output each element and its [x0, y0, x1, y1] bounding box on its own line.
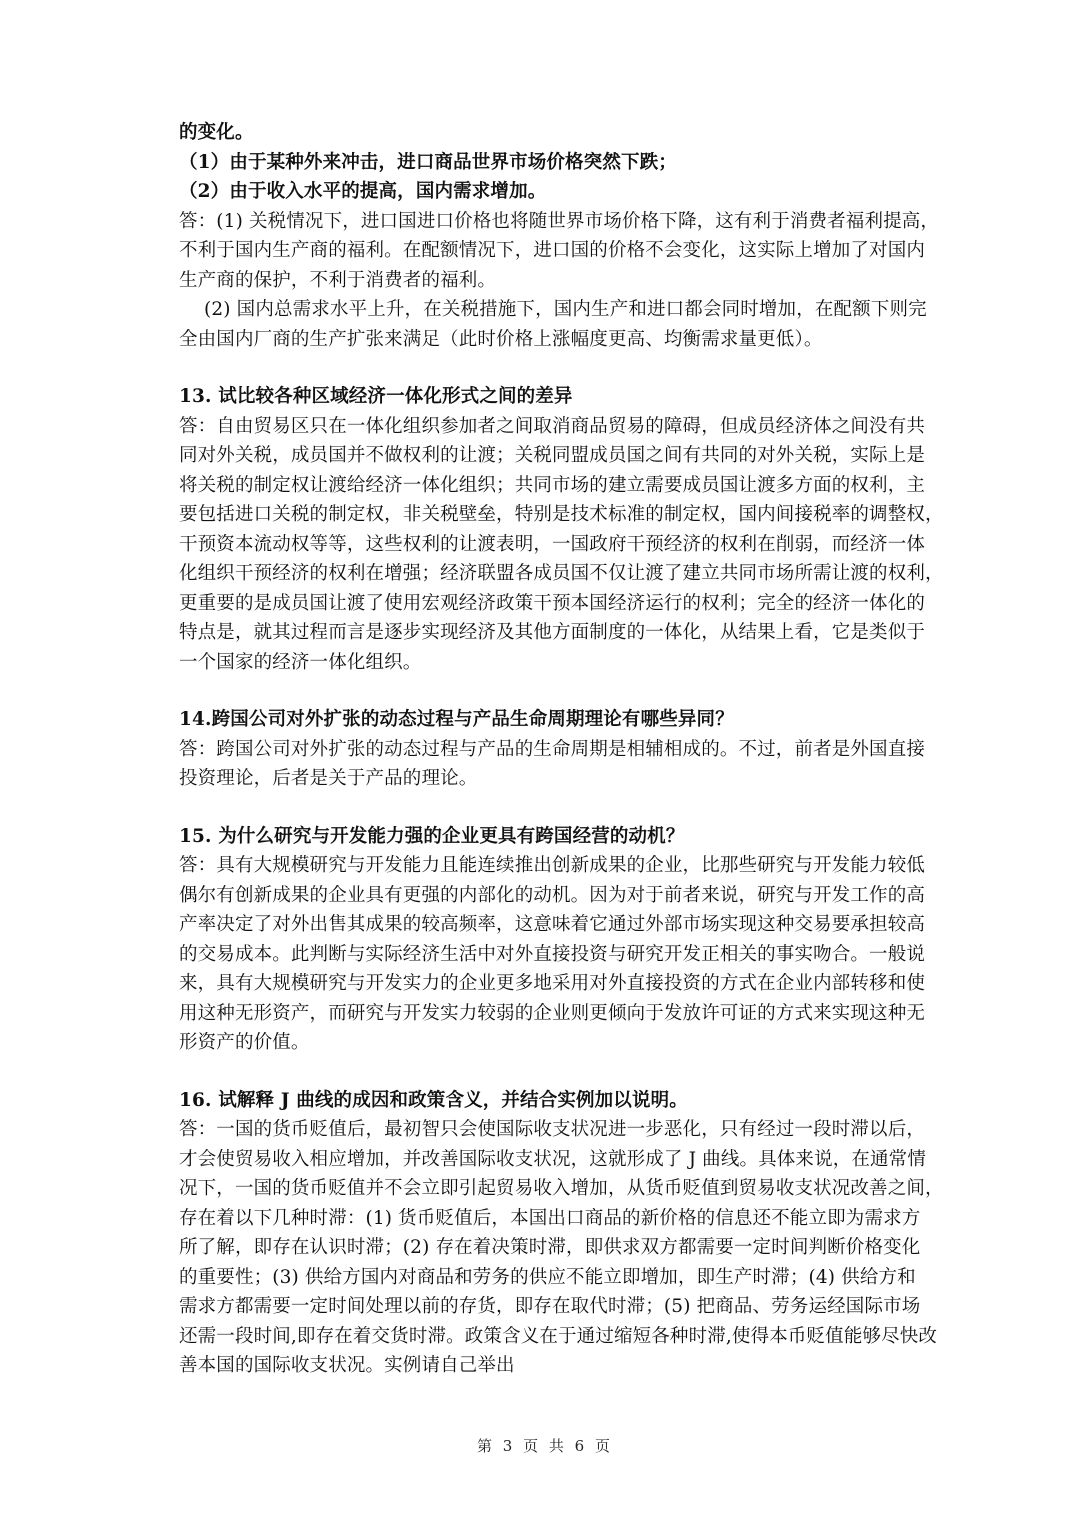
answer-line: 用这种无形资产，而研究与开发实力较弱的企业则更倾向于发放许可证的方式来实现这种无 [179, 1002, 926, 1024]
answer-line: (2) 国内总需求水平上升，在关税措施下，国内生产和进口都会同时增加，在配额下则完 [204, 299, 927, 320]
answer-line: 所了解，即存在认识时滞；(2) 存在着决策时滞，即供求双方都需要一定时间判断价格变化 [179, 1237, 921, 1258]
answer-line: 答：具有大规模研究与开发能力且能连续推出创新成果的企业，比那些研究与开发能力较低 [179, 855, 926, 876]
answer-line: 存在着以下几种时滞：(1) 货币贬值后，本国出口商品的新价格的信息还不能立即为需求方 [179, 1207, 921, 1229]
section-gap [179, 794, 979, 822]
section-gap [179, 677, 979, 705]
section-gap [179, 354, 979, 382]
answer-line: 干预资本流动权等等，这些权利的让渡表明，一国政府干预经济的权利在削弱，而经济一体 [179, 533, 926, 555]
answer-line: 需求方都需要一定时间处理以前的存货，即存在取代时滞；(5) 把商品、劳务运经国际市场 [179, 1296, 921, 1317]
answer-line: 产率决定了对外出售其成果的较高频率，这意味着它通过外部市场实现这种交易要承担较高 [179, 914, 926, 935]
question-title: 15. 为什么研究与开发能力强的企业更具有跨国经营的动机？ [179, 825, 685, 847]
answer-line: 全由国内厂商的生产扩张来满足（此时价格上涨幅度更高、均衡需求量更低）。 [179, 328, 823, 350]
answer-line: 善本国的国际收支状况。实例请自己举出 [179, 1355, 515, 1376]
answer-line: 答：一国的货币贬值后，最初智只会使国际收支状况进一步恶化，只有经过一段时滞以后， [179, 1119, 926, 1140]
answer-line: 同对外关税，成员国并不做权利的让渡；关税同盟成员国之间有共同的对外关税，实际上是 [179, 445, 926, 466]
section-gap [179, 1058, 979, 1086]
question-text-line: （2）由于收入水平的提高，国内需求增加。 [179, 181, 547, 202]
answer-line: 况下，一国的货币贬值并不会立即引起贸易收入增加，从货币贬值到贸易收支状况改善之间， [179, 1178, 944, 1199]
answer-line: 还需一段时间,即存在着交货时滞。政策含义在于通过缩短各种时滞,使得本币贬值能够尽快改 [179, 1325, 938, 1347]
answer-line: 答：(1) 关税情况下，进口国进口价格也将随世界市场价格下降，这有利于消费者福利提高， [179, 210, 940, 232]
answer-line: 生产商的保护，不利于消费者的福利。 [179, 269, 497, 291]
answer-line: 投资理论，后者是关于产品的理论。 [179, 768, 478, 789]
answer-line: 更重要的是成员国让渡了使用宏观经济政策干预本国经济运行的权利；完全的经济一体化的 [179, 592, 926, 614]
answer-line: 形资产的价值。 [179, 1032, 310, 1053]
answer-line: 特点是，就其过程而言是逐步实现经济及其他方面制度的一体化，从结果上看，它是类似于 [179, 622, 926, 643]
answer-line: 的交易成本。此判断与实际经济生活中对外直接投资与研究开发正相关的事实吻合。一般说 [179, 943, 926, 965]
question-12-continuation [179, 118, 979, 354]
answer-line: 一个国家的经济一体化组织。 [179, 651, 422, 673]
answer-line: 来，具有大规模研究与开发实力的企业更多地采用对外直接投资的方式在企业内部转移和使 [179, 973, 926, 994]
answer-line: 偶尔有创新成果的企业具有更强的内部化的动机。因为对于前者来说，研究与开发工作的高 [179, 884, 926, 906]
answer-line: 答：自由贸易区只在一体化组织参加者之间取消商品贸易的障碍，但成员经济体之间没有共 [179, 415, 926, 437]
question-text-line: 的变化。 [179, 122, 254, 143]
question-title: 14.跨国公司对外扩张的动态过程与产品生命周期理论有哪些异同？ [179, 709, 734, 730]
answer-line: 不利于国内生产商的福利。在配额情况下，进口国的价格不会变化，这实际上增加了对国内 [179, 240, 926, 261]
page-content [179, 118, 979, 1381]
question-16 [179, 1086, 979, 1381]
question-15 [179, 822, 979, 1058]
page-number: 第 3 页 共 6 页 [477, 1437, 610, 1455]
question-14 [179, 705, 979, 794]
answer-line: 要包括进口关税的制定权，非关税壁垒，特别是技术标准的制定权，国内间接税率的调整权， [179, 504, 944, 525]
question-13 [179, 382, 979, 677]
answer-line: 才会使贸易收入相应增加，并改善国际收支状况，这就形成了 J 曲线。具体来说，在通常情 [179, 1148, 926, 1170]
answer-line: 将关税的制定权让渡给经济一体化组织；共同市场的建立需要成员国让渡多方面的权利，主 [179, 474, 926, 496]
answer-line: 答：跨国公司对外扩张的动态过程与产品的生命周期是相辅相成的。不过，前者是外国直接 [179, 738, 926, 760]
question-text-line: （1）由于某种外来冲击，进口商品世界市场价格突然下跌； [179, 151, 677, 173]
answer-line: 化组织干预经济的权利在增强；经济联盟各成员国不仅让渡了建立共同市场所需让渡的权利， [179, 563, 944, 584]
question-title: 16. 试解释 J 曲线的成因和政策含义，并结合实例加以说明。 [179, 1089, 688, 1111]
answer-line: 的重要性；(3) 供给方国内对商品和劳务的供应不能立即增加，即生产时滞；(4) 供给方和 [179, 1266, 916, 1288]
question-title: 13. 试比较各种区域经济一体化形式之间的差异 [179, 386, 573, 407]
